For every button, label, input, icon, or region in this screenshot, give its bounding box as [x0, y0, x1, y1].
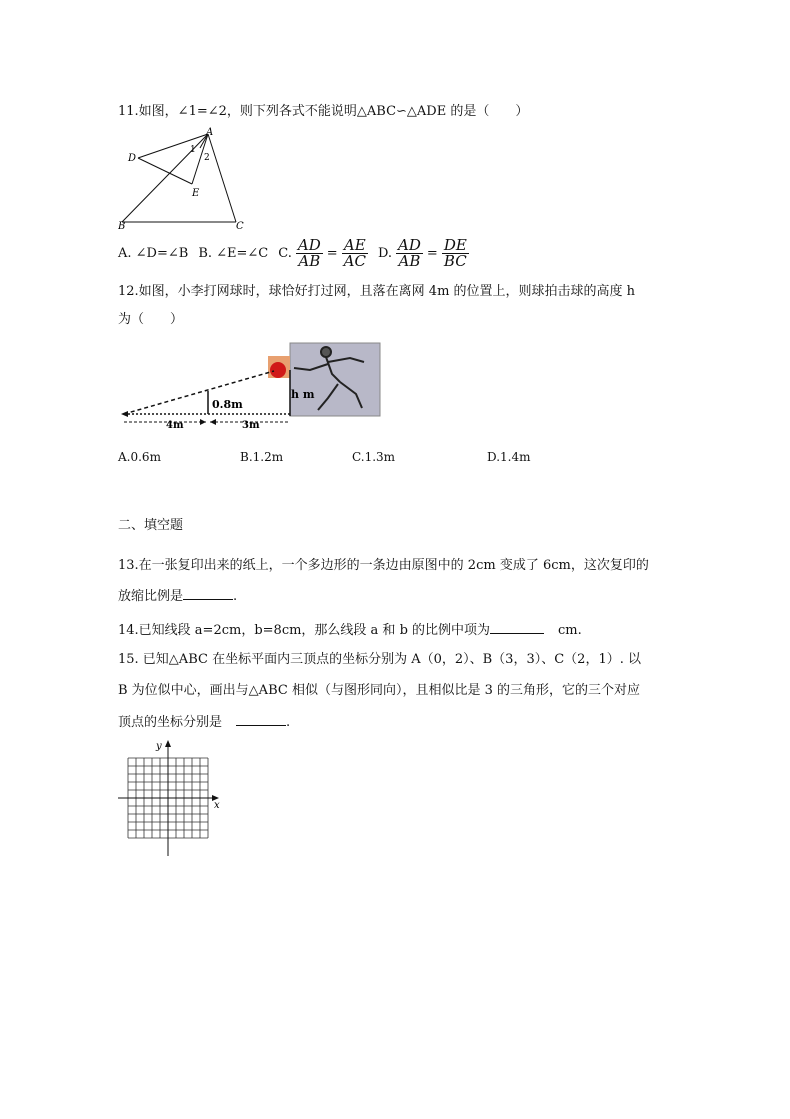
label-angle-1: 1	[190, 145, 196, 155]
x-axis-label: x	[214, 800, 220, 811]
q12-tennis-figure	[118, 340, 384, 432]
q11-triangle-figure	[118, 126, 258, 238]
section-title: 二、填空题	[118, 518, 184, 533]
q11-option-d-right-fraction	[442, 238, 469, 269]
label-E: E	[192, 188, 200, 199]
q13-line1: 13.在一张复印出来的纸上，一个多边形的一条边由原图中的 2cm 变成了 6cm，这次复印的	[118, 558, 649, 573]
fraction-numerator: AE	[342, 238, 368, 254]
q11-option-d-label: D.	[377, 245, 393, 261]
ball-trajectory	[124, 371, 274, 414]
y-axis-label: y	[156, 741, 162, 752]
q15-line2: B 为位似中心，画出与△ABC 相似（与图形同向），且相似比是 3 的三角形，它的三个对应	[118, 683, 640, 698]
fraction-denominator: AC	[343, 252, 366, 270]
fraction-numerator: DE	[443, 236, 467, 254]
q12-option-c[interactable]: C.1.3m	[352, 450, 396, 464]
q15-line3	[118, 713, 290, 731]
q11-option-d[interactable]	[378, 238, 469, 269]
tennis-ball-icon	[270, 362, 286, 378]
net-height-label: 0.8m	[212, 398, 243, 411]
q15-line3-end: .	[286, 715, 291, 730]
distance-3m-label: 3m	[242, 420, 260, 431]
q11-option-c-left-fraction	[296, 238, 323, 269]
q12-stem-line2: 为（ ）	[118, 312, 184, 327]
equals-sign: =	[326, 245, 338, 261]
label-A: A	[206, 127, 214, 138]
q11-options	[118, 238, 479, 269]
q11-option-b[interactable]: B. ∠E=∠C	[198, 245, 269, 261]
q14-end: cm.	[558, 623, 582, 638]
q13-answer-blank[interactable]	[183, 587, 233, 600]
q11-option-a[interactable]: A. ∠D=∠B	[118, 245, 189, 261]
fraction-numerator: AD	[297, 236, 321, 254]
q12-option-d[interactable]: D.1.4m	[487, 450, 531, 464]
label-B: B	[118, 221, 126, 232]
equals-sign: =	[426, 245, 438, 261]
distance-4m-label: 4m	[166, 420, 184, 431]
fraction-numerator: AD	[398, 236, 421, 254]
player-image	[290, 343, 380, 416]
height-h-label: h m	[291, 388, 315, 401]
q13-line2-text: 放缩比例是	[118, 589, 184, 604]
q11-option-c-label: C.	[278, 245, 292, 261]
q11-option-d-left-fraction	[396, 238, 423, 269]
fraction-denominator: BC	[443, 252, 467, 270]
q15-answer-blank[interactable]	[236, 713, 286, 726]
label-D: D	[128, 153, 137, 164]
q12-option-b[interactable]: B.1.2m	[240, 450, 284, 464]
q13-line2-end: .	[233, 589, 238, 604]
label-angle-2: 2	[204, 153, 210, 163]
q11-option-c-right-fraction	[342, 238, 368, 269]
label-C: C	[236, 221, 244, 232]
q14-text: 14.已知线段 a=2cm，b=8cm，那么线段 a 和 b 的比例中项为	[118, 623, 491, 638]
q15-line1: 15. 已知△ABC 在坐标平面内三顶点的坐标分别为 A（0，2）、B（3，3）、C（2，1）. 以	[118, 652, 641, 667]
q14-line	[118, 621, 582, 639]
fraction-denominator: AB	[298, 252, 321, 270]
q11-option-c[interactable]	[278, 238, 368, 269]
q15-line3-text: 顶点的坐标分别是	[118, 715, 223, 730]
q13-line2	[118, 587, 237, 605]
q12-option-a[interactable]: A.0.6m	[118, 450, 161, 464]
coordinate-grid-figure	[116, 736, 226, 858]
q11-stem: 11.如图，∠1=∠2，则下列各式不能说明△ABC∽△ADE 的是（ ）	[118, 104, 529, 119]
q14-answer-blank[interactable]	[490, 621, 544, 634]
fraction-denominator: AB	[398, 252, 421, 270]
q12-stem-line1: 12.如图，小李打网球时，球恰好打过网，且落在离网 4m 的位置上，则球拍击球的高度 h	[118, 284, 636, 299]
